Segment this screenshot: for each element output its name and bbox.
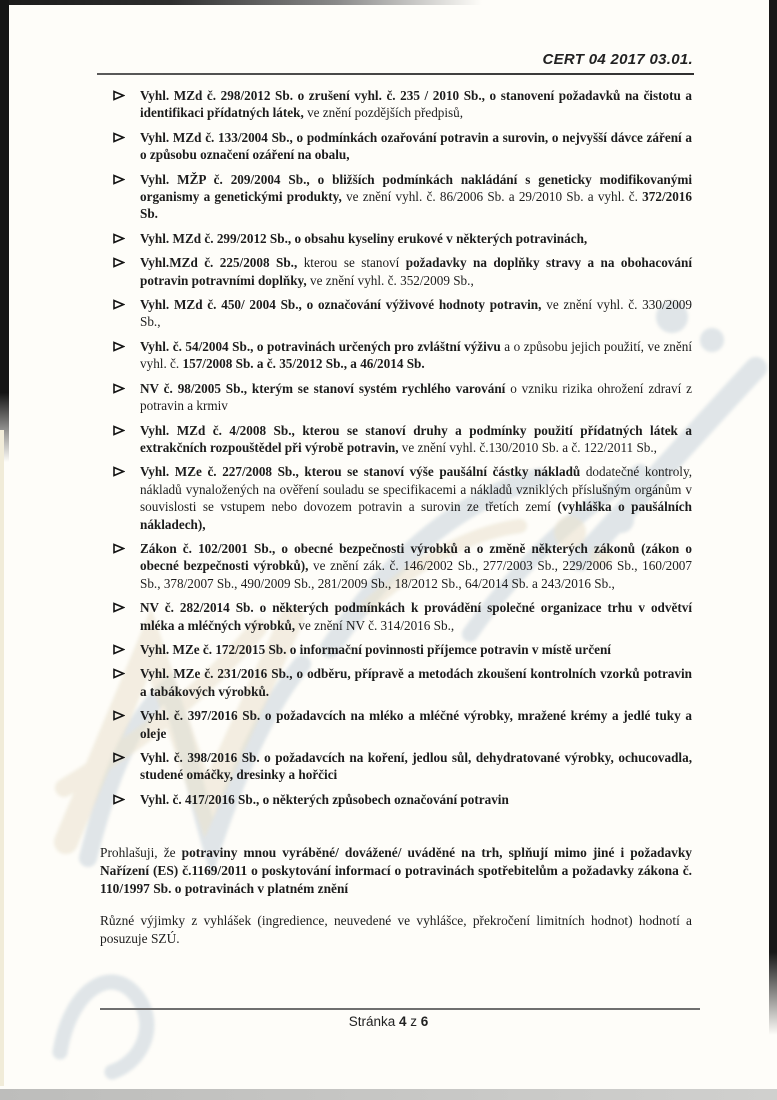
list-arrow-icon <box>113 707 140 742</box>
list-item <box>113 254 692 289</box>
list-item-text: Vyhl. č. 398/2016 Sb. o požadavcích na koření, jedlou sůl, dehydratované výrobky, ochucovadla, studené omáčky, dresinky a hořčici <box>140 750 692 783</box>
list-arrow-icon <box>113 254 140 289</box>
list-item-text: NV č. 98/2005 Sb., kterým se stanoví systém rychlého varování o vzniku rizika ohrožení zdraví z potravin a krmiv <box>140 380 692 414</box>
document-body <box>0 87 777 948</box>
document-code: CERT 04 2017 03.01. <box>542 51 693 68</box>
list-item-text: Vyhl. č. 417/2016 Sb., o některých způsobech označování potravin <box>140 791 509 807</box>
list-item <box>113 296 692 331</box>
scan-edge-left <box>0 0 9 462</box>
list-item-text: NV č. 282/2014 Sb. o některých podmínkách k provádění společné organizace trhu v odvětví mléka a mléčných výrobků, ve znění NV č. 314/2016 Sb., <box>140 600 692 633</box>
list-item-text: Vyhl. č. 397/2016 Sb. o požadavcích na mléko a mléčné výrobky, mražené krémy a jedlé tuky a oleje <box>140 708 692 741</box>
list-item <box>113 707 692 742</box>
list-item <box>113 599 692 634</box>
list-arrow-icon <box>113 87 140 122</box>
list-item-text: Vyhl. č. 54/2004 Sb., o potravinách určených pro zvláštní výživu a o způsobu jejich použití, ve znění vyhl. č. 157/2008 Sb. a č. 35/2012 Sb., a 46/2014 Sb. <box>140 338 693 372</box>
list-arrow-icon <box>113 171 140 223</box>
list-arrow-icon <box>113 296 140 331</box>
exceptions-paragraph: Různé výjimky z vyhlášek (ingredience, neuvedené ve vyhlášce, překročení limitních hodnot) hodnotí a posuzuje SZÚ. <box>100 913 692 947</box>
list-item <box>113 749 692 784</box>
list-item <box>113 380 692 415</box>
list-arrow-icon <box>113 665 140 700</box>
scan-edge-bottom <box>0 1089 777 1100</box>
list-item-text: Vyhl. MŽP č. 209/2004 Sb., o bližších podmínkách nakládání s geneticky modifikovanými organismy a genetickými produkty, ve znění vyhl. č. 86/2006 Sb. a 29/2010 Sb. a vyhl. č. 372/2016 Sb. <box>140 171 692 222</box>
regulation-list <box>0 87 777 808</box>
scan-edge-right <box>769 0 777 1035</box>
scan-edge-top <box>0 0 482 5</box>
list-arrow-icon <box>113 540 140 592</box>
list-item <box>113 463 692 533</box>
list-item-text: Vyhl. MZd č. 4/2008 Sb., kterou se stanoví druhy a podmínky použití přídatných látek a extrakčních rozpouštědel při výrobě potravin, ve znění vyhl. č.130/2010 Sb. a č. 122/2011 Sb., <box>140 422 692 455</box>
list-item-text: Vyhl. MZe č. 231/2016 Sb., o odběru, přípravě a metodách zkoušení kontrolních vzorků potravin a tabákových výrobků. <box>140 666 692 699</box>
list-item-text: Vyhl. MZd č. 299/2012 Sb., o obsahu kyseliny erukové v některých potravinách, <box>140 230 588 246</box>
list-item-text: Vyhl. MZe č. 172/2015 Sb. o informační povinnosti příjemce potravin v místě určení <box>140 641 611 657</box>
scan-edge-left-faint <box>0 430 4 1086</box>
list-arrow-icon <box>113 422 140 457</box>
list-item-text: Vyhl. MZd č. 450/ 2004 Sb., o označování výživové hodnoty potravin, ve znění vyhl. č. 330/2009 Sb., <box>140 297 692 330</box>
list-item <box>113 230 692 247</box>
list-item <box>113 171 692 223</box>
list-item-text: Zákon č. 102/2001 Sb., o obecné bezpečnosti výrobků a o změně některých zákonů (zákon o obecné bezpečnosti výrobků), ve znění zák. č. 146/2002 Sb., 277/2003 Sb., 229/2006 Sb., 160/2007 Sb., 378/2007 Sb., 490/2009 Sb., 281/2009 Sb., 18/2012 Sb., 64/2014 Sb. a 243/2016 Sb., <box>140 540 692 591</box>
list-item <box>113 641 692 658</box>
list-arrow-icon <box>113 230 140 247</box>
page-number: Stránka 4 z 6 <box>348 1014 429 1029</box>
list-item <box>113 665 692 700</box>
list-item <box>113 422 692 457</box>
list-item <box>113 338 692 373</box>
list-arrow-icon <box>113 641 140 658</box>
list-item <box>113 540 692 592</box>
list-item-text: Vyhl. MZd č. 133/2004 Sb., o podmínkách ozařování potravin a surovin, o nejvyšší dávce záření a o způsobu označení ozáření na obalu, <box>140 129 692 163</box>
list-arrow-icon <box>113 380 140 415</box>
list-arrow-icon <box>113 791 140 808</box>
footer-rule <box>100 1008 700 1010</box>
list-item-text: Vyhl.MZd č. 225/2008 Sb., kterou se stanoví požadavky na doplňky stravy a na obohacování potravin potravními doplňky, ve znění vyhl. č. 352/2009 Sb., <box>140 255 692 288</box>
list-arrow-icon <box>113 749 140 784</box>
header-rule <box>97 73 694 75</box>
declaration-paragraph: Prohlašuji, že potraviny mnou vyráběné/ dovážené/ uváděné na trh, splňují mimo jiné i požadavky Nařízení (ES) č.1169/2011 o poskytování informací o potravinách spotřebitelům a požadavky zákona č. 110/1997 Sb. o potravinách v platném znění <box>100 845 692 897</box>
list-arrow-icon <box>113 463 140 533</box>
list-item <box>113 791 692 808</box>
list-arrow-icon <box>113 599 140 634</box>
list-arrow-icon <box>113 129 140 164</box>
list-item-text: Vyhl. MZd č. 298/2012 Sb. o zrušení vyhl. č. 235 / 2010 Sb., o stanovení požadavků na čistotu a identifikaci přídatných látek, ve znění pozdějších předpisů, <box>140 88 692 121</box>
list-item <box>113 87 692 122</box>
list-arrow-icon <box>113 338 140 373</box>
list-item-text: Vyhl. MZe č. 227/2008 Sb., kterou se stanoví výše paušální částky nákladů dodatečné kontroly, nákladů vynaložených na ověření souladu se specifikacemi a nákladů vzniklých příslušným orgánům v souvislosti se vstupem nebo dovozem potravin a surovin ze třetích zemí (vyhláška o paušálních nákladech), <box>140 464 692 532</box>
list-item <box>113 129 692 164</box>
